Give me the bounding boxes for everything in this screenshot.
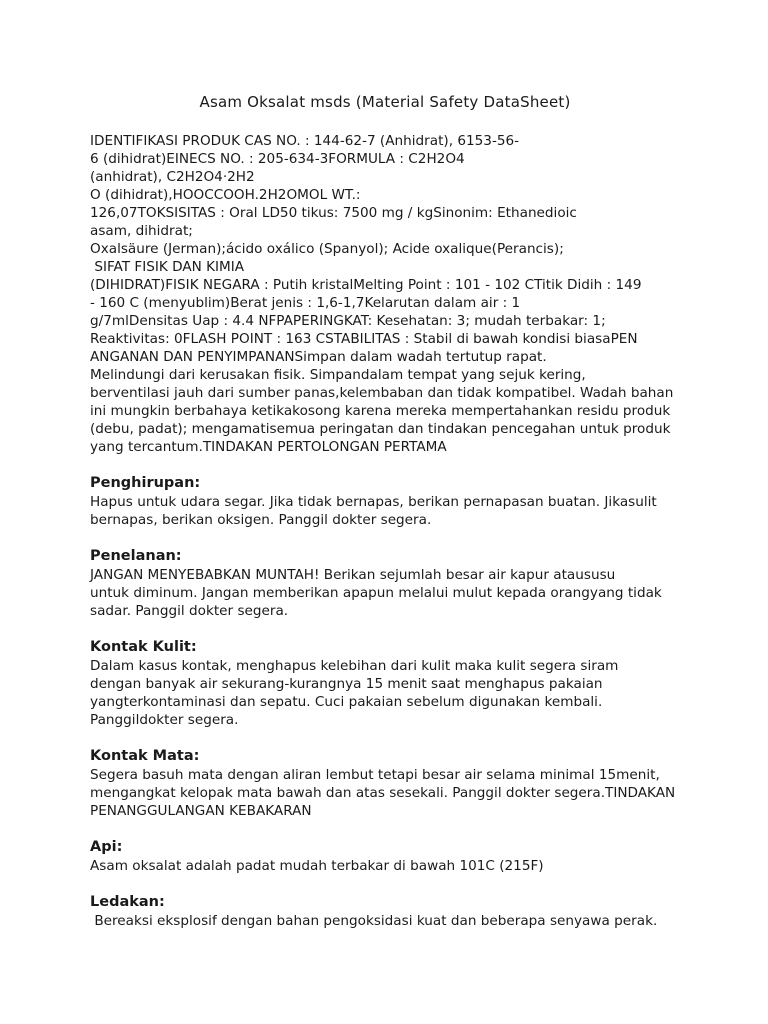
section-heading: Api: <box>90 839 123 855</box>
intro-line: Melindungi dari kerusakan fisik. Simpandalam tempat yang sejuk kering, <box>90 367 586 383</box>
section-line: Bereaksi eksplosif dengan bahan pengoksidasi kuat dan beberapa senyawa perak. <box>90 913 658 929</box>
section-line: sadar. Panggil dokter segera. <box>90 603 289 619</box>
intro-line: (anhidrat), C2H2O4·2H2 <box>90 169 255 185</box>
document-page <box>90 92 680 930</box>
intro-line: (DIHIDRAT)FISIK NEGARA : Putih kristalMelting Point : 101 - 102 CTitik Didih : 149 <box>90 277 642 293</box>
intro-line: IDENTIFIKASI PRODUK CAS NO. : 144-62-7 (Anhidrat), 6153-56- <box>90 133 520 149</box>
intro-line: - 160 C (menyublim)Berat jenis : 1,6-1,7Kelarutan dalam air : 1 <box>90 295 521 311</box>
section-kontak-mata <box>90 747 680 820</box>
document-title: Asam Oksalat msds (Material Safety DataSheet) <box>199 93 571 111</box>
section-line: Panggildokter segera. <box>90 712 239 728</box>
intro-line: (debu, padat); mengamatisemua peringatan dan tindakan pencegahan untuk produk <box>90 421 671 437</box>
section-ledakan <box>90 893 680 930</box>
section-heading: Penelanan: <box>90 548 182 564</box>
section-penelanan <box>90 547 680 620</box>
section-line: dengan banyak air sekurang-kurangnya 15 menit saat menghapus pakaian <box>90 676 603 692</box>
intro-line: ini mungkin berbahaya ketikakosong karena mereka mempertahankan residu produk <box>90 403 671 419</box>
intro-block <box>90 132 680 456</box>
section-line: JANGAN MENYEBABKAN MUNTAH! Berikan sejumlah besar air kapur ataususu <box>90 567 616 583</box>
section-line: yangterkontaminasi dan sepatu. Cuci pakaian sebelum digunakan kembali. <box>90 694 603 710</box>
section-line: PENANGGULANGAN KEBAKARAN <box>90 803 312 819</box>
intro-line: asam, dihidrat; <box>90 223 193 239</box>
intro-line: O (dihidrat),HOOCCOOH.2H2OMOL WT.: <box>90 187 361 203</box>
section-line: mengangkat kelopak mata bawah dan atas sesekali. Panggil dokter segera.TINDAKAN <box>90 785 676 801</box>
section-line: bernapas, berikan oksigen. Panggil dokter segera. <box>90 512 432 528</box>
section-line: untuk diminum. Jangan memberikan apapun melalui mulut kepada orangyang tidak <box>90 585 662 601</box>
intro-line: g/7mlDensitas Uap : 4.4 NFPAPERINGKAT: Kesehatan: 3; mudah terbakar: 1; <box>90 313 606 329</box>
section-heading: Kontak Mata: <box>90 748 200 764</box>
section-heading: Kontak Kulit: <box>90 639 197 655</box>
section-heading: Penghirupan: <box>90 475 201 491</box>
section-line: Segera basuh mata dengan aliran lembut tetapi besar air selama minimal 15menit, <box>90 767 660 783</box>
intro-line: berventilasi jauh dari sumber panas,kelembaban dan tidak kompatibel. Wadah bahan <box>90 385 674 401</box>
section-heading: Ledakan: <box>90 894 165 910</box>
intro-line: 126,07TOKSISITAS : Oral LD50 tikus: 7500 mg / kgSinonim: Ethanedioic <box>90 205 577 221</box>
section-line: Asam oksalat adalah padat mudah terbakar di bawah 101C (215F) <box>90 858 544 874</box>
intro-line: 6 (dihidrat)EINECS NO. : 205-634-3FORMULA : C2H2O4 <box>90 151 465 167</box>
section-penghirupan <box>90 474 680 529</box>
section-line: Dalam kasus kontak, menghapus kelebihan dari kulit maka kulit segera siram <box>90 658 619 674</box>
intro-line: Oxalsäure (Jerman);ácido oxálico (Spanyol); Acide oxalique(Perancis); <box>90 241 564 257</box>
intro-line: ANGANAN DAN PENYIMPANANSimpan dalam wadah tertutup rapat. <box>90 349 547 365</box>
intro-line: yang tercantum.TINDAKAN PERTOLONGAN PERTAMA <box>90 439 447 455</box>
section-line: Hapus untuk udara segar. Jika tidak bernapas, berikan pernapasan buatan. Jikasulit <box>90 494 657 510</box>
intro-line: Reaktivitas: 0FLASH POINT : 163 CSTABILITAS : Stabil di bawah kondisi biasaPEN <box>90 331 638 347</box>
section-kontak-kulit <box>90 638 680 729</box>
section-api <box>90 838 680 875</box>
intro-line: SIFAT FISIK DAN KIMIA <box>90 259 245 275</box>
